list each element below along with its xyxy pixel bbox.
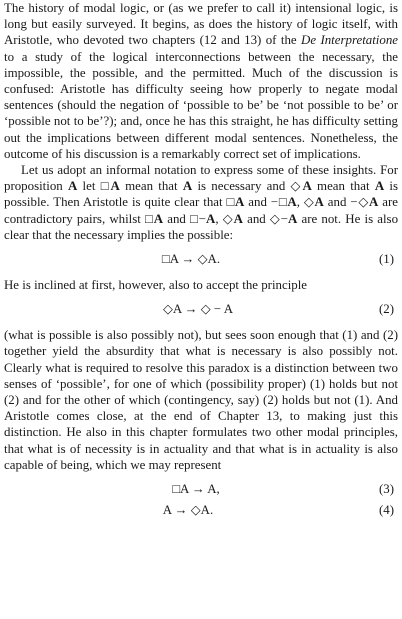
formula-expression: □A → ◇A. [161, 252, 221, 267]
formula-number: (1) [378, 252, 394, 267]
formula-4 [4, 501, 398, 520]
paragraph-possibly-not: (what is possible is also possibly not), but sees soon enough that (1) and (2) together yield the absurdity that what is necessary is also possibly not. Clearly what is required to resolve this paradox is a distinction between two senses of ‘possible’, for one of which (possibility proper) (1) holds but not (2) and for the other of which (contingency, say) (2) holds but not (1). And Aristotle comes close, at the end of Chapter 13, to making just this distinction. He also in this chapter formulates two other modal principles, that what is of necessity is in actuality and that what is in actuality is also capable of being, which we may represent [4, 328, 398, 472]
book-page [4, 0, 398, 528]
formula-number: (3) [378, 482, 394, 497]
paragraph-informal-notation: Let us adopt an informal notation to express some of these insights. For proposition A let □A mean that A is necessary and ◇A mean that A is possible. Then Aristotle is quite clear that □A and −□A, ◇A and −◇A are contradictory pairs, whilst □A and □−A, ◇A and ◇−A are not. He is also clear that the necessary implies the possible: [4, 163, 399, 242]
formula-expression: A → ◇A. [162, 503, 214, 518]
paragraph-history-of-modal-logic: The history of modal logic, or (as we prefer to call it) intensional logic, is long but easily surveyed. It begins, as does the history of logic itself, with Aristotle, who devoted two chapters (12 and 13) of the De Interpretatione to a study of the logical interconnections between the necessary, the impossible, the possible, and the permitted. Much of the discussion is confused: Aristotle has difficulty seeing how properly to negate modal sentences (should the negation of ‘possible to be’ be ‘not possible to be’ or ‘possible not to be’?); and, once he has this straight, he has difficulty setting out the implications between different modal sentences. Nonetheless, the outcome of his discussion is a remarkably correct set of implications. [4, 1, 399, 161]
formula-number: (4) [378, 503, 394, 518]
formula-1 [4, 250, 398, 269]
formula-expression: □A → A, [172, 482, 220, 497]
formula-3 [4, 480, 398, 499]
formula-2 [4, 300, 398, 319]
paragraph-inclined-at-first: He is inclined at first, however, also to accept the principle [4, 278, 308, 293]
formula-expression: ◇A → ◇ − A [162, 302, 234, 317]
formula-number: (2) [378, 302, 394, 317]
